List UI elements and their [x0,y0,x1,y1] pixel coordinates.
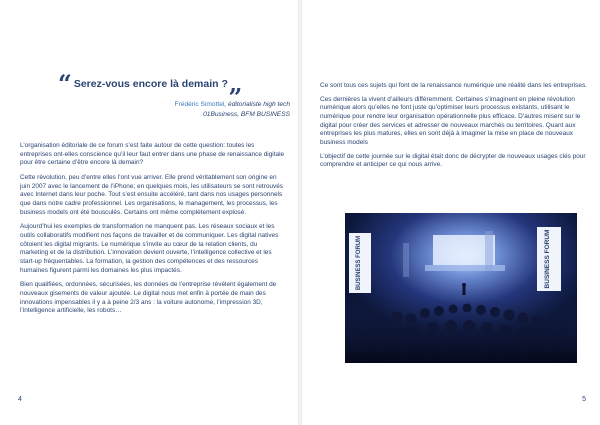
page-number-right: 5 [582,396,586,403]
conference-photo-illustration [345,213,577,363]
banner-text-right: BUSINESS FORUM [544,229,551,289]
paragraph: Bien qualifiées, ordonnées, sécurisées, les données de l’entreprise révèlent également de nouveaux gisements de valeur ajoutée. Le digital nous met enfin à portée de main des innovations impensables il y a à peine 2/3 ans : la voiture autonome, l’impression 3D, l’intelligence artificielle, les robots… [20,281,277,315]
paragraph: L’objectif de cette journée sur le digital était donc de décrypter de nouveaux usages clés pour comprendre et anticiper ce qui nous arrive. [320,152,586,169]
left-body-text [20,142,286,322]
paragraph: Aujourd’hui les exemples de transformation ne manquent pas. Les réseaux sociaux et les outils collaboratifs modifient nos façons de travailler et de communiquer. Les digital natives côtoient les digital migrants. Le numérique s’invite au cœur de la relation clients, du marketing et de la distribution. L’innovation devient ouverte, l’intelligence collective et les start-up fréquentables. La formation, la gestion des compétences et des ressources humaines figurent parmi les domaines les plus impactés. [20,223,279,274]
right-page [302,0,600,425]
paragraph: L’organisation éditoriale de ce forum s’est faite autour de cette question: toutes les entreprises ont-elles conscience qu’il leur faut entrer dans une phase de renaissance digitale pour être certaine d’être encore là demain? [20,142,285,167]
paragraph: Cette révolution, peu d’entre elles l’ont vue arriver. Elle prend véritablement son origine en juin 2007 avec le lancement de l’iPhone; en quelques mois, les utilisateurs se sont retrouvés avec Internet dans leur poche. Tout s’est ensuite accéléré, tant dans nos usages personnels que dans notre cadre professionnel. Les organisations, le management, les processus, les business models ont été bousculés. Certains ont même complètement explosé. [20,173,284,216]
author-role: , éditorialiste high tech [224,101,290,108]
close-quote-mark: „ [228,69,243,98]
author-line [58,100,290,110]
quote-title: Serez-vous encore là demain ? [73,78,228,90]
paragraph: Ce sont tous ces sujets qui font de la renaissance numérique une réalité dans les entreprises. [320,82,587,89]
conference-photo [345,213,577,363]
paragraph: Ces dernières la vivent d’ailleurs différemment. Certaines s’imaginent en pleine révolution numérique alors qu’elles ne font juste qu’optimiser leurs processus existants, utilisant le numérique pour rendre leur organisation opérationnelle plus efficace. D’autres misent sur le digital pour créer des services et adresser de nouveaux marchés ou territoires. Quant aux entreprises les plus matures, elles en sont déjà à imaginer la mise en place de nouveaux business models [320,95,581,146]
quote-title-line [58,69,288,98]
author-name: Frédéric Simottel [174,101,225,108]
quote-author [58,100,290,119]
right-body-text [320,82,588,175]
left-page [0,0,298,425]
open-quote-mark: “ [58,69,72,98]
banner-text-left: BUSINESS FORUM [356,235,362,291]
author-org: 01Business, BFM BUSINESS [203,110,290,118]
page-number-left: 4 [18,396,22,403]
pull-quote [58,69,290,119]
